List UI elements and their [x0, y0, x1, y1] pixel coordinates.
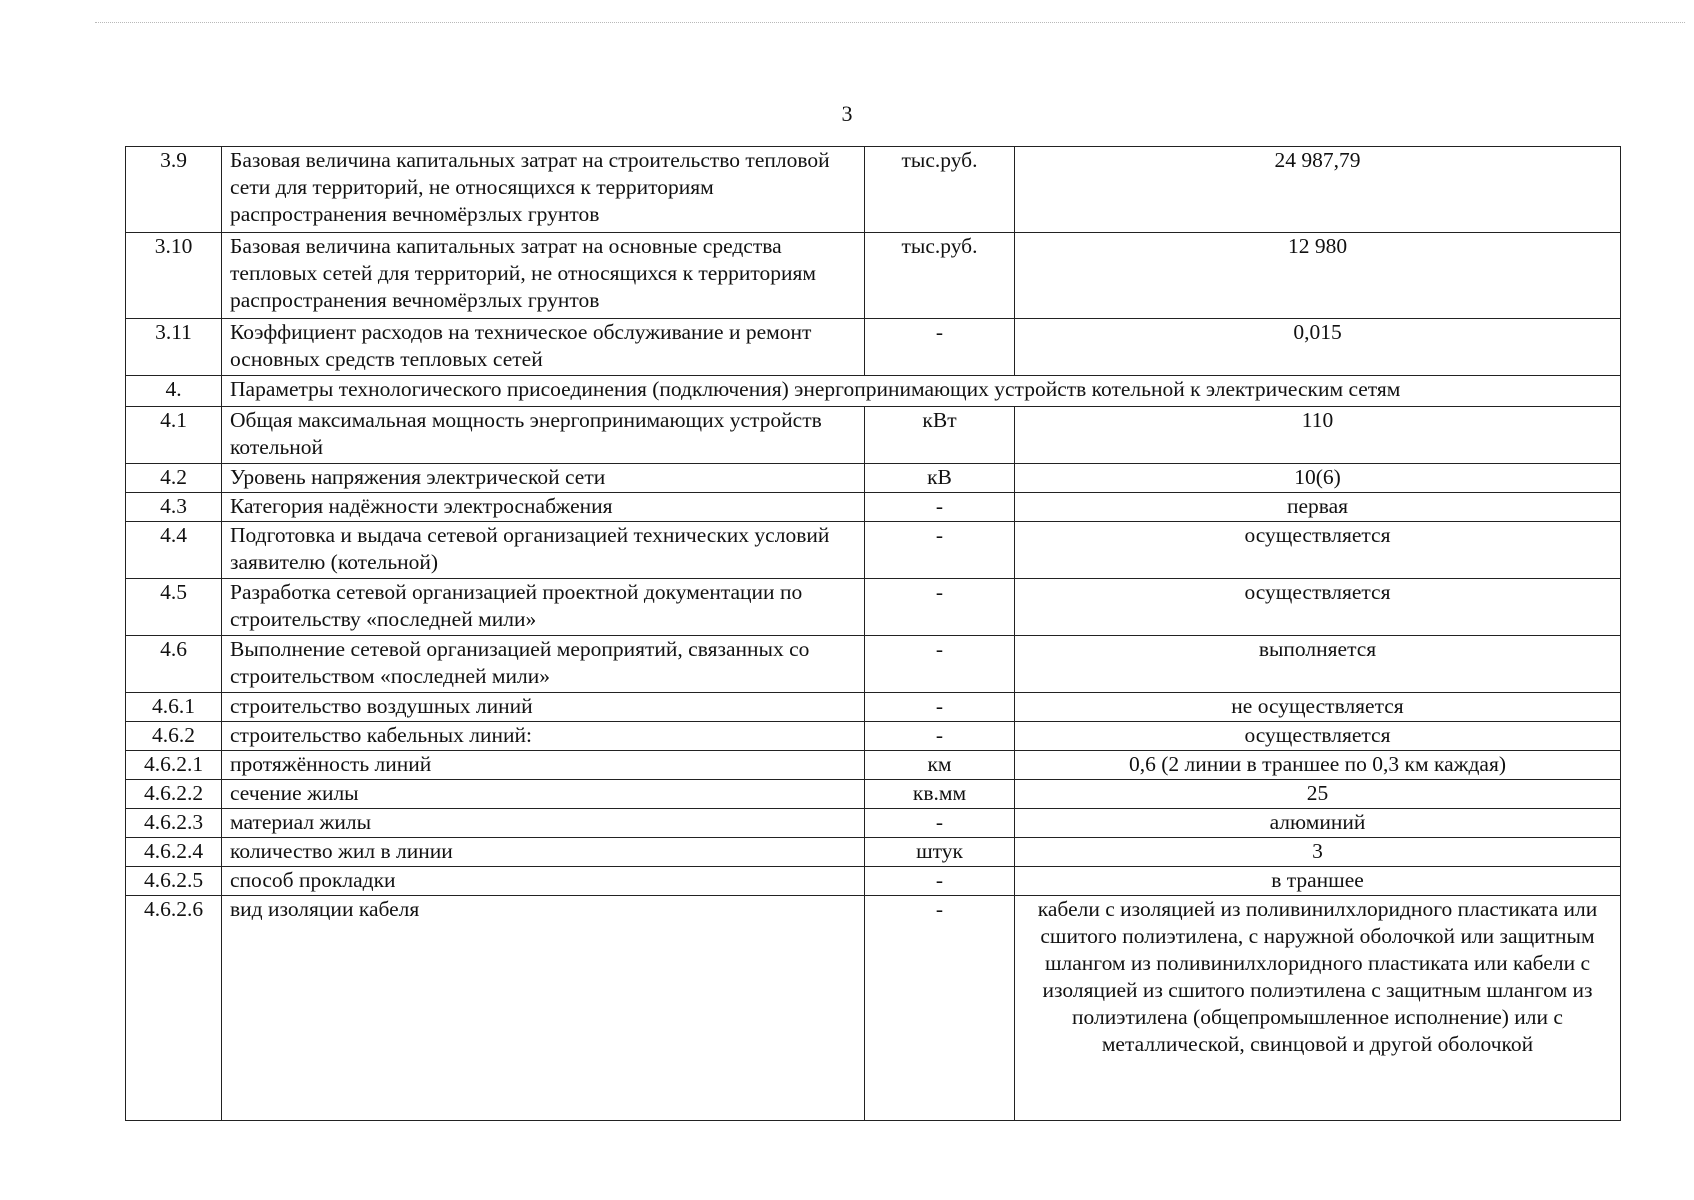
value-cell: 12 980	[1015, 233, 1621, 319]
unit-cell: тыс.руб.	[865, 233, 1015, 319]
parameter-name: строительство кабельных линий:	[222, 722, 865, 751]
unit-cell: -	[865, 693, 1015, 722]
unit-cell: кв.мм	[865, 780, 1015, 809]
parameter-name: вид изоляции кабеля	[222, 896, 865, 1121]
table-row	[126, 522, 1621, 579]
scan-edge-line	[95, 22, 1685, 23]
parameter-name: Выполнение сетевой организацией мероприятий, связанных со строительством «последней мили»	[222, 636, 865, 693]
parameter-name: Категория надёжности электроснабжения	[222, 493, 865, 522]
parameter-name: количество жил в линии	[222, 838, 865, 867]
row-number: 4.2	[126, 464, 222, 493]
value-cell: не осуществляется	[1015, 693, 1621, 722]
section-title: Параметры технологического присоединения (подключения) энергопринимающих устройств котельной к электрическим сетям	[222, 376, 1621, 407]
parameter-name: протяжённость линий	[222, 751, 865, 780]
unit-cell: -	[865, 896, 1015, 1121]
value-cell: 25	[1015, 780, 1621, 809]
row-number: 4.6.2.1	[126, 751, 222, 780]
page-number: 3	[841, 101, 853, 126]
table-row	[126, 693, 1621, 722]
row-number: 4.1	[126, 407, 222, 464]
value-cell: кабели с изоляцией из поливинилхлоридного пластиката или сшитого полиэтилена, с наружной оболочкой или защитным шлангом из поливинилхлоридного пластиката или кабели с изоляцией из сшитого полиэтилена с защитным шлангом из полиэтилена (общепромышленное исполнение) или с металлической, свинцовой и другой оболочкой	[1015, 896, 1621, 1121]
unit-cell: кВ	[865, 464, 1015, 493]
unit-cell: -	[865, 319, 1015, 376]
row-number: 4.5	[126, 579, 222, 636]
row-number: 4.3	[126, 493, 222, 522]
row-number: 3.10	[126, 233, 222, 319]
row-number: 4.6.2.6	[126, 896, 222, 1121]
table-row	[126, 147, 1621, 233]
value-cell: 10(6)	[1015, 464, 1621, 493]
row-number: 4.6.2.2	[126, 780, 222, 809]
row-number: 4.6.1	[126, 693, 222, 722]
table-row	[126, 751, 1621, 780]
value-cell: выполняется	[1015, 636, 1621, 693]
table-row	[126, 464, 1621, 493]
table-row	[126, 493, 1621, 522]
parameter-name: Разработка сетевой организацией проектной документации по строительству «последней мили»	[222, 579, 865, 636]
parameter-name: сечение жилы	[222, 780, 865, 809]
parameter-name: Общая максимальная мощность энергопринимающих устройств котельной	[222, 407, 865, 464]
table-row	[126, 722, 1621, 751]
section-row	[126, 376, 1621, 407]
value-cell: 0,6 (2 линии в траншее по 0,3 км каждая)	[1015, 751, 1621, 780]
value-cell: в траншее	[1015, 867, 1621, 896]
unit-cell: кВт	[865, 407, 1015, 464]
table-row	[126, 867, 1621, 896]
parameter-name: материал жилы	[222, 809, 865, 838]
table-row	[126, 809, 1621, 838]
row-number: 4.6.2.4	[126, 838, 222, 867]
row-number: 4.6.2.3	[126, 809, 222, 838]
unit-cell: -	[865, 636, 1015, 693]
value-cell: осуществляется	[1015, 522, 1621, 579]
value-cell: алюминий	[1015, 809, 1621, 838]
parameter-name: Уровень напряжения электрической сети	[222, 464, 865, 493]
table-row	[126, 319, 1621, 376]
parameter-name: Коэффициент расходов на техническое обслуживание и ремонт основных средств тепловых сетей	[222, 319, 865, 376]
row-number: 4.6	[126, 636, 222, 693]
section-number: 4.	[126, 376, 222, 407]
parameter-name: Базовая величина капитальных затрат на основные средства тепловых сетей для территорий, не относящихся к территориям распространения вечномёрзлых грунтов	[222, 233, 865, 319]
row-number: 4.6.2.5	[126, 867, 222, 896]
value-cell: 0,015	[1015, 319, 1621, 376]
value-cell: 3	[1015, 838, 1621, 867]
parameter-name: Подготовка и выдача сетевой организацией технических условий заявителю (котельной)	[222, 522, 865, 579]
table-row	[126, 896, 1621, 1121]
row-number: 3.9	[126, 147, 222, 233]
row-number: 3.11	[126, 319, 222, 376]
unit-cell: штук	[865, 838, 1015, 867]
table-row	[126, 838, 1621, 867]
parameter-name: способ прокладки	[222, 867, 865, 896]
unit-cell: тыс.руб.	[865, 147, 1015, 233]
value-cell: 24 987,79	[1015, 147, 1621, 233]
unit-cell: -	[865, 867, 1015, 896]
table-row	[126, 780, 1621, 809]
parameter-name: Базовая величина капитальных затрат на строительство тепловой сети для территорий, не относящихся к территориям распространения вечномёрзлых грунтов	[222, 147, 865, 233]
table-row	[126, 407, 1621, 464]
unit-cell: -	[865, 579, 1015, 636]
unit-cell: км	[865, 751, 1015, 780]
unit-cell: -	[865, 722, 1015, 751]
value-cell: 110	[1015, 407, 1621, 464]
row-number: 4.6.2	[126, 722, 222, 751]
unit-cell: -	[865, 522, 1015, 579]
value-cell: первая	[1015, 493, 1621, 522]
value-cell: осуществляется	[1015, 579, 1621, 636]
unit-cell: -	[865, 809, 1015, 838]
table-row	[126, 636, 1621, 693]
parameter-name: строительство воздушных линий	[222, 693, 865, 722]
unit-cell: -	[865, 493, 1015, 522]
row-number: 4.4	[126, 522, 222, 579]
table-row	[126, 579, 1621, 636]
parameters-table	[125, 146, 1621, 1121]
table-row	[126, 233, 1621, 319]
value-cell: осуществляется	[1015, 722, 1621, 751]
